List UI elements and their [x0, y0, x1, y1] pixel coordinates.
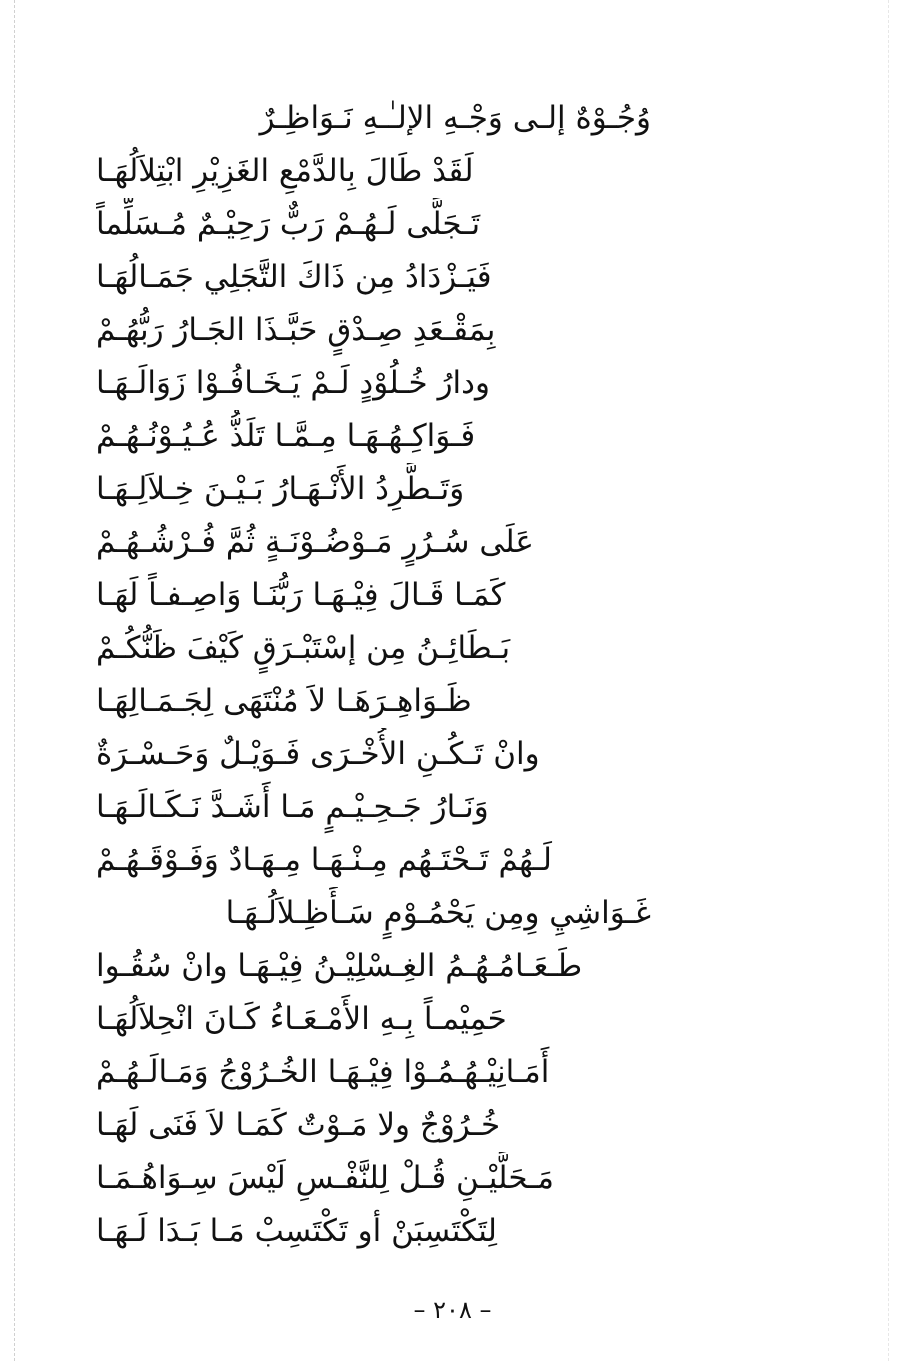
poem-line-8: وَتَـطَّرِدُ الأَنْـهَـارُ بَـيْـنَ خِـلاَلِـهَـا — [96, 471, 465, 507]
poem-line-17: طَـعَـامُـهُـمُ الغِـسْلِيْـنُ فِيْـهَـا وانْ سُقُـوا — [96, 948, 583, 984]
poem-line-19: أَمَـانِيْـهُـمُـوْا فِيْـهَـا الخُـرُوْجُ وَمَـالَـهُـمْ — [96, 1054, 550, 1090]
page-number: – ٢٠٨ – — [413, 1296, 492, 1324]
poem-line-11: بَـطَائِـنُ مِن إسْتَبْـرَقٍ كَيْفَ ظَنُّكُـمْ — [96, 630, 511, 666]
poem-line-7: فَـوَاكِـهُـهَـا مِـمَّـا تَلَذُّ عُـيُـوْنُـهُـمْ — [96, 418, 476, 454]
poem-line-22: لِتَكْتَسِبَنْ أو تَكْتَسِبْ مَـا بَـدَا لَـهَـا — [96, 1213, 498, 1249]
poem-line-6: ودارُ خُـلُوْدٍ لَـمْ يَـخَـافُـوْا زَوَالَـهَـا — [96, 365, 490, 401]
poem-line-2: لَقَدْ طَالَ بِالدَّمْعِ الغَزِيْرِ ابْتِلاَلُهَـا — [96, 153, 474, 189]
right-margin-rule — [888, 0, 889, 1361]
poem-line-5: بِمَقْـعَدِ صِـدْقٍ حَبَّـذَا الجَـارُ رَبُّهُـمْ — [96, 312, 496, 348]
poem-line-14: وَنَـارُ جَـحِـيْـمٍ مَـا أَشَـدَّ نَـكَـالَـهَـا — [96, 789, 489, 825]
poem-line-15: لَـهُمْ تَـحْتَـهُم مِـنْـهَـا مِـهَـادٌ وَفَـوْقَـهُـمْ — [96, 842, 552, 878]
poem-line-9: عَلَى سُـرُرٍ مَـوْضُـوْنَـةٍ ثُمَّ فُـرْشُـهُـمْ — [96, 524, 534, 560]
poem-line-12: ظَـوَاهِـرَهَـا لاَ مُنْتَهَى لِجَـمَـالِهَـا — [96, 683, 472, 719]
left-margin-rule — [14, 0, 15, 1361]
poem-line-10: كَمَـا قَـالَ فِيْـهَـا رَبُّنَـا وَاصِـفـاً لَهَـا — [96, 577, 506, 613]
poem-line-16: غَـوَاشِيِ وِمِن يَحْمُـوْمٍ سَـأَظِـلاَلُـهَـا — [225, 895, 651, 931]
poem-line-18: حَمِيْمـاً بِـهِ الأَمْـعَـاءُ كَـانَ انْحِلاَلُهَـا — [96, 1001, 507, 1037]
poem-line-4: فَيَـزْدَادُ مِن ذَاكَ التَّجَلِي جَمَـالُهَـا — [96, 259, 492, 295]
poem-body — [96, 92, 776, 1258]
poem-line-3: تَـجَلَّى لَـهُـمْ رَبٌّ رَحِيْـمٌ مُـسَلِّماً — [96, 206, 481, 242]
poem-line-20: خُـرُوْجٌ ولا مَـوْتٌ كَمَـا لاَ فَنَى لَهَـا — [96, 1107, 501, 1143]
poem-line-13: وانْ تَـكُـنِ الأُخْـرَى فَـوَيْـلٌ وَحَـسْـرَةٌ — [96, 736, 540, 772]
poem-line-1: وُجُـوْهٌ إلـى وَجْـهِ الإلـٰـهِ نَـوَاظِـرٌ — [259, 100, 651, 136]
poem-line-21: مَـحَلَّيْـنِ قُـلْ لِلنَّفْـسِ لَيْسَ سِـوَاهُـمَـا — [96, 1160, 555, 1196]
